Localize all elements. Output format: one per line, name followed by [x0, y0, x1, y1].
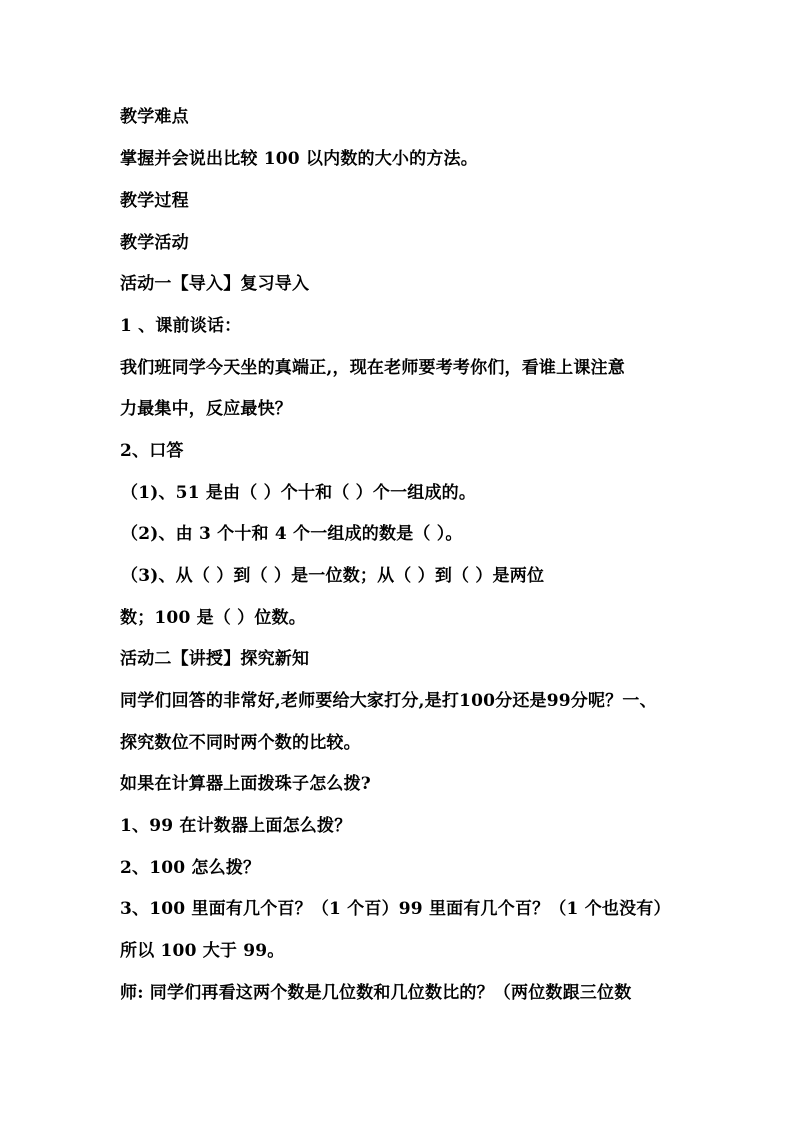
paragraph-teacher-question: 师: 同学们再看这两个数是几位数和几位数比的？（两位数跟三位数 [120, 983, 632, 1003]
paragraph-difficulty-content: 掌握并会说出比较 100 以内数的大小的方法。 [120, 149, 478, 169]
paragraph-scoring-line-1: 同学们回答的非常好,老师要给大家打分,是打100分还是99分呢？一、 [120, 691, 657, 711]
heading-activity-two: 活动二【讲授】探究新知 [120, 649, 310, 669]
step-3-line-1: 3、100 里面有几个百？（1 个百）99 里面有几个百？（1 个也没有） [120, 899, 671, 919]
paragraph-pre-class-talk: 1 、课前谈话： [120, 316, 242, 336]
paragraph-talk-line-1: 我们班同学今天坐的真端正,，现在老师要考考你们，看谁上课注意 [120, 358, 625, 378]
heading-teaching-difficulty: 教学难点 [120, 107, 189, 127]
question-3-line-2: 数；100 是（ ）位数。 [120, 608, 306, 628]
paragraph-oral-answer: 2、口答 [120, 441, 184, 461]
paragraph-talk-line-2: 力最集中，反应最快？ [120, 399, 292, 419]
paragraph-abacus-question: 如果在计算器上面拨珠子怎么拨? [120, 774, 371, 794]
question-3-line-1: （3)、从（ ）到（ ）是一位数；从（ ）到（ ）是两位 [121, 566, 545, 586]
question-1: （1)、51 是由（ ）个十和（ ）个一组成的。 [121, 483, 477, 503]
heading-teaching-activities: 教学活动 [120, 233, 189, 253]
step-3-line-2: 所以 100 大于 99。 [120, 941, 285, 961]
step-2: 2、100 怎么拨？ [120, 858, 261, 878]
heading-activity-one: 活动一【导入】复习导入 [120, 274, 310, 294]
heading-teaching-process: 教学过程 [120, 191, 189, 211]
step-1: 1、99 在计数器上面怎么拨？ [120, 816, 352, 836]
question-2: （2)、由 3 个十和 4 个一组成的数是（ ）。 [121, 524, 463, 544]
paragraph-scoring-line-2: 探究数位不同时两个数的比较。 [120, 733, 361, 753]
